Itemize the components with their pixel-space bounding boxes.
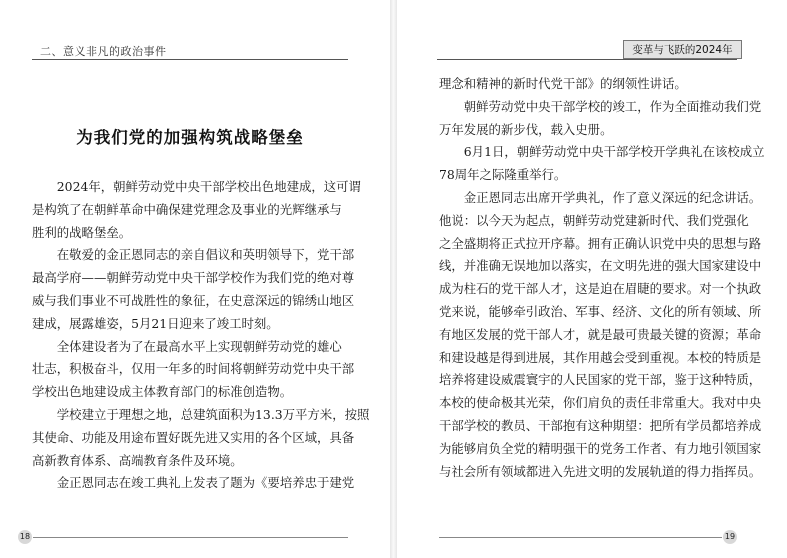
paragraph: 朝鲜劳动党中央干部学校的竣工，作为全面推动我们党 万年发展的新步伐，载入史册。 [439, 98, 762, 137]
left-header-rule [32, 59, 348, 60]
page-number-left: 18 [18, 530, 32, 544]
paragraph: 金正恩同志出席开学典礼，作了意义深远的纪念讲话。 他说：以今天为起点，朝鲜劳动党建新时代、我们党强化 之全盛期将正式拉开序幕。拥有正确认识党中央的思想与路 线，并准确无误地加以落实，在文明先进的强大国家建设中 成为柱石的党干部人才，这是迫在眉睫的要求。对一个执政 党来说，能够牵引政治、军事、经济、文化的所有领域、所 有地区发展的党干部人才，就是最可贵最关键的资源；革命 和建设越是得到进展，其作用越会受到重视。本校的特质是 培养将建设威震寰宇的人民国家的党干部，鉴于这种特质， 本校的使命极其光荣，你们肩负的责任非常重大。我对中央 干部学校的教员、干部抱有这种期望：把所有学员都培养成 为能够肩负全党的精明强干的党务工作者、有力地引领国家 与社会所有领域都进入先进文明的发展轨道的得力指挥员。 [439, 189, 762, 479]
paragraph: 在敬爱的金正恩同志的亲自倡议和英明领导下，党干部 最高学府——朝鲜劳动党中央干部学校作为我们党的绝对尊 威与我们事业不可战胜性的象征，在史意深远的锦绣山地区 建成，展露雄姿，5月21日迎来了竣工时刻。 [32, 247, 355, 331]
left-running-header: 二、意义非凡的政治事件 [40, 45, 167, 58]
paragraph: 全体建设者为了在最高水平上实现朝鲜劳动党的雄心 壮志，积极奋斗，仅用一年多的时间将朝鲜劳动党中央干部 学校出色地建设成主体教育部门的标准创造物。 [32, 338, 355, 400]
paragraph: 理念和精神的新时代党干部》的纲领性讲话。 [439, 76, 687, 91]
right-body-text [439, 73, 765, 483]
paragraph: 学校建立于理想之地，总建筑面积为13.3万平方米，按照 其使命、功能及用途布置好既先进又实用的各个区域，具备 高新教育体系、高端教育条件及环境。 [32, 406, 370, 468]
right-running-header: 变革与飞跃的2024年 [623, 40, 742, 59]
page-number-right: 19 [723, 530, 737, 544]
right-page [397, 0, 787, 558]
left-footer-rule [33, 537, 348, 538]
left-body-text [32, 176, 370, 495]
paragraph: 2024年，朝鲜劳动党中央干部学校出色地建成，这可谓 是构筑了在朝鲜革命中确保建党理念及事业的光辉继承与 胜利的战略堡垒。 [32, 179, 361, 240]
book-gutter [390, 0, 397, 558]
paragraph: 6月1日，朝鲜劳动党中央干部学校开学典礼在该校成立 78周年之际隆重举行。 [439, 144, 765, 183]
left-page [0, 0, 390, 558]
right-footer-rule [439, 537, 722, 538]
article-title: 为我们党的加强构筑战略堡垒 [76, 128, 304, 147]
paragraph: 金正恩同志在竣工典礼上发表了题为《要培养忠于建党 [56, 475, 355, 491]
